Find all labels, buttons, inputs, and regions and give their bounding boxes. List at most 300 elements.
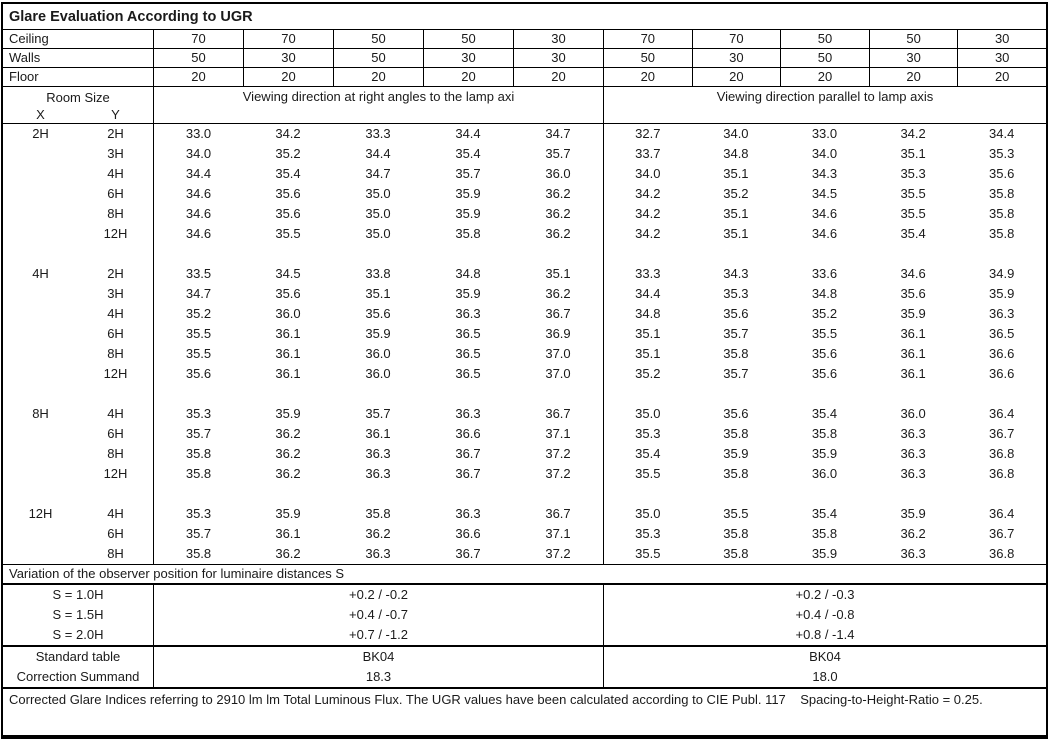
ugr-value: 35.8 [153, 544, 243, 564]
ugr-value: 35.8 [723, 546, 749, 561]
ugr-value: 34.6 [153, 204, 243, 224]
ugr-value: 36.2 [900, 526, 926, 541]
ugr-value: 35.6 [365, 306, 391, 321]
ugr-value: 35.5 [153, 324, 243, 344]
room-y-label: 12H [103, 226, 128, 241]
room-x-label [3, 544, 78, 564]
room-y-label: 2H [107, 126, 124, 141]
summary-row [3, 667, 1046, 687]
room-x-label: 8H [32, 406, 49, 421]
ugr-value: 34.0 [603, 164, 692, 184]
ugr-value: 36.1 [275, 346, 301, 361]
ugr-value: 37.2 [545, 546, 571, 561]
room-x-label [3, 524, 78, 544]
value-group1: BK04 [153, 647, 603, 667]
variation-section [3, 585, 1046, 647]
ugr-value: 35.6 [900, 286, 926, 301]
ugr-data-row [3, 284, 1046, 304]
table-header-row [3, 87, 1046, 124]
ugr-value [692, 484, 781, 504]
room-x-label: 4H [32, 266, 49, 281]
ugr-value: 35.7 [153, 524, 243, 544]
ugr-value: 36.2 [545, 206, 571, 221]
surface-value: 30 [423, 49, 513, 67]
ugr-value: 34.0 [723, 126, 749, 141]
ugr-value: 34.4 [603, 284, 692, 304]
ugr-value: 36.6 [989, 346, 1015, 361]
surface-value: 30 [957, 30, 1046, 48]
room-y-label [78, 384, 153, 404]
ugr-data-row [3, 344, 1046, 364]
ugr-value: 35.5 [153, 344, 243, 364]
ugr-value: 35.0 [365, 206, 391, 221]
surface-value: 30 [513, 49, 603, 67]
room-y-label: 6H [107, 186, 124, 201]
room-y-label [78, 484, 153, 504]
ugr-value: 33.5 [153, 264, 243, 284]
ugr-value: 34.6 [811, 206, 838, 221]
ugr-value [869, 484, 958, 504]
room-x-label [3, 284, 78, 304]
ugr-data-row [3, 144, 1046, 164]
ugr-value: 35.2 [275, 146, 301, 161]
room-y-label: 8H [107, 546, 124, 561]
room-y-label: 2H [107, 266, 124, 281]
ugr-value: 36.2 [275, 466, 301, 481]
ugr-value: 35.5 [603, 544, 692, 564]
ugr-data-row [3, 304, 1046, 324]
ugr-value: 35.6 [723, 306, 749, 321]
ugr-value: 36.3 [365, 546, 391, 561]
ugr-value: 35.8 [723, 466, 749, 481]
ugr-value: 35.1 [900, 146, 926, 161]
ugr-value [153, 384, 243, 404]
room-x-label [3, 464, 78, 484]
ugr-value: 36.3 [365, 466, 391, 481]
ugr-value: 36.0 [545, 166, 571, 181]
room-y-label: 3H [107, 146, 124, 161]
ugr-value [513, 384, 603, 404]
ugr-data-row [3, 224, 1046, 244]
viewing-right-angles-header: Viewing direction at right angles to the lamp axi [153, 87, 603, 123]
room-x-label [3, 144, 78, 164]
ugr-value: 33.6 [811, 266, 838, 281]
ugr-value: 34.2 [603, 204, 692, 224]
room-y-label: 6H [107, 426, 124, 441]
ugr-value: 36.7 [989, 426, 1015, 441]
ugr-value: 35.8 [723, 426, 749, 441]
surface-value: 50 [153, 49, 243, 67]
ugr-value: 35.2 [723, 186, 749, 201]
ugr-value: 34.8 [723, 146, 749, 161]
ugr-value: 36.7 [455, 446, 481, 461]
ugr-value: 35.6 [275, 186, 301, 201]
ugr-value: 35.1 [723, 226, 749, 241]
ugr-value: 36.7 [545, 506, 571, 521]
room-x-label [3, 364, 78, 384]
ugr-value: 36.2 [275, 426, 301, 441]
ugr-value: 34.3 [723, 266, 749, 281]
ugr-value: 33.0 [153, 124, 243, 144]
ugr-value: 36.1 [900, 326, 926, 341]
ugr-value: 37.0 [545, 366, 571, 381]
ugr-value: 34.8 [455, 266, 481, 281]
ugr-value [243, 484, 333, 504]
ugr-value [780, 484, 869, 504]
summary-row [3, 585, 1046, 605]
surface-value: 20 [333, 68, 423, 86]
ugr-value: 36.8 [989, 546, 1015, 561]
ugr-value: 36.4 [989, 406, 1015, 421]
ugr-value: 33.3 [365, 126, 391, 141]
surface-label: Floor [9, 69, 39, 84]
ugr-value: 35.8 [989, 206, 1015, 221]
value-group2: BK04 [603, 647, 1046, 667]
ugr-data-row [3, 244, 1046, 264]
room-y-label: 3H [107, 286, 124, 301]
surface-label: Ceiling [9, 31, 49, 46]
surface-value: 20 [780, 68, 869, 86]
ugr-value: 34.7 [153, 284, 243, 304]
ugr-value: 35.8 [811, 526, 838, 541]
ugr-value: 36.7 [545, 406, 571, 421]
value-group1: +0.7 / -1.2 [153, 625, 603, 645]
ugr-value: 35.0 [603, 404, 692, 424]
ugr-value: 35.1 [603, 344, 692, 364]
ugr-value: 35.6 [723, 406, 749, 421]
summary-row [3, 647, 1046, 667]
ugr-value: 35.4 [455, 146, 481, 161]
surface-label: Walls [9, 50, 41, 65]
ugr-value: 36.7 [455, 466, 481, 481]
ugr-value: 35.9 [455, 286, 481, 301]
ugr-value: 35.9 [900, 506, 926, 521]
ugr-value: 35.3 [153, 404, 243, 424]
surface-value: 70 [153, 30, 243, 48]
room-x-label [3, 384, 78, 404]
ugr-value: 34.8 [603, 304, 692, 324]
ugr-value: 35.9 [275, 506, 301, 521]
ugr-table [1, 2, 1048, 739]
ugr-value: 36.2 [275, 446, 301, 461]
ugr-value: 36.3 [455, 506, 481, 521]
room-x-label [3, 224, 78, 244]
value-group2: +0.8 / -1.4 [603, 625, 1046, 645]
surface-value: 30 [243, 49, 333, 67]
ugr-value: 35.3 [153, 504, 243, 524]
ugr-value: 34.6 [153, 184, 243, 204]
surface-value: 50 [423, 30, 513, 48]
row-label: S = 1.0H [52, 587, 104, 602]
room-y-label: 4H [107, 306, 124, 321]
ugr-data-row [3, 504, 1046, 524]
ugr-value: 35.5 [603, 464, 692, 484]
room-x-label [3, 444, 78, 464]
ugr-value: 36.2 [545, 226, 571, 241]
ugr-value: 35.7 [455, 166, 481, 181]
ugr-data-row [3, 524, 1046, 544]
room-y-label: 12H [103, 466, 128, 481]
surface-row [3, 68, 1046, 87]
ugr-value: 35.8 [811, 426, 838, 441]
ugr-value: 36.0 [811, 466, 838, 481]
ugr-value: 34.7 [545, 126, 571, 141]
ugr-value: 36.2 [545, 186, 571, 201]
ugr-value: 35.9 [900, 306, 926, 321]
room-x-label [3, 164, 78, 184]
ugr-value: 35.8 [455, 226, 481, 241]
ugr-value: 35.8 [723, 346, 749, 361]
ugr-value: 35.3 [900, 166, 926, 181]
ugr-value: 35.9 [365, 326, 391, 341]
surface-value: 50 [333, 49, 423, 67]
ugr-value: 36.3 [900, 546, 926, 561]
surface-value: 20 [603, 68, 692, 86]
ugr-value: 35.6 [275, 206, 301, 221]
ugr-value: 33.8 [365, 266, 391, 281]
ugr-value: 36.5 [455, 366, 481, 381]
ugr-value: 36.8 [989, 446, 1015, 461]
room-x-label [3, 204, 78, 224]
ugr-data-row [3, 184, 1046, 204]
ugr-value: 35.7 [723, 326, 749, 341]
ugr-value [780, 384, 869, 404]
viewing-parallel-header: Viewing direction parallel to lamp axis [603, 87, 1046, 123]
surface-value: 20 [153, 68, 243, 86]
ugr-value: 35.7 [545, 146, 571, 161]
variation-heading: Variation of the observer position for luminaire distances S [3, 565, 1046, 585]
ugr-value: 35.8 [723, 526, 749, 541]
room-y-label: 6H [107, 326, 124, 341]
surface-value: 20 [869, 68, 958, 86]
ugr-value [869, 244, 958, 264]
ugr-value: 37.2 [545, 446, 571, 461]
ugr-data-row [3, 204, 1046, 224]
room-y-label: 8H [107, 446, 124, 461]
ugr-value: 36.0 [900, 406, 926, 421]
ugr-value: 35.9 [455, 206, 481, 221]
ugr-value: 35.9 [275, 406, 301, 421]
ugr-value [957, 484, 1046, 504]
value-group2: 18.0 [603, 667, 1046, 687]
ugr-value: 35.4 [900, 226, 926, 241]
room-x-label [3, 244, 78, 264]
row-label: Standard table [35, 649, 121, 664]
ugr-value: 35.2 [603, 364, 692, 384]
ugr-value: 34.4 [455, 126, 481, 141]
value-group1: 18.3 [153, 667, 603, 687]
ugr-value: 36.1 [900, 346, 926, 361]
ugr-value: 35.7 [153, 424, 243, 444]
ugr-value [603, 244, 692, 264]
ugr-value [603, 484, 692, 504]
surface-value: 30 [869, 49, 958, 67]
ugr-value: 36.6 [989, 366, 1015, 381]
surface-reflectance-section [3, 30, 1046, 87]
ugr-value: 36.7 [455, 546, 481, 561]
ugr-value: 36.1 [275, 526, 301, 541]
ugr-value: 35.5 [723, 506, 749, 521]
ugr-value [333, 484, 423, 504]
ugr-value: 34.9 [989, 266, 1015, 281]
ugr-value: 33.7 [603, 144, 692, 164]
summary-row [3, 605, 1046, 625]
summary-section [3, 647, 1046, 689]
ugr-value: 35.5 [900, 206, 926, 221]
ugr-data-row [3, 364, 1046, 384]
ugr-value: 35.5 [900, 186, 926, 201]
ugr-value: 34.4 [989, 126, 1015, 141]
surface-value: 20 [423, 68, 513, 86]
room-y-label: 8H [107, 206, 124, 221]
ugr-data-row [3, 424, 1046, 444]
value-group2: +0.4 / -0.8 [603, 605, 1046, 625]
ugr-value: 35.9 [723, 446, 749, 461]
room-y-label: 8H [107, 346, 124, 361]
room-y-label [78, 244, 153, 264]
ugr-value: 35.1 [723, 206, 749, 221]
ugr-value: 37.1 [545, 526, 571, 541]
ugr-value: 34.5 [275, 266, 301, 281]
ugr-value: 36.3 [900, 446, 926, 461]
ugr-data-row [3, 264, 1046, 284]
ugr-value: 35.8 [153, 444, 243, 464]
summary-row [3, 625, 1046, 645]
room-y-label: 6H [107, 526, 124, 541]
ugr-data-row [3, 464, 1046, 484]
ugr-value: 34.5 [811, 186, 838, 201]
ugr-value: 34.0 [811, 146, 838, 161]
room-x-label: 2H [32, 126, 49, 141]
ugr-value: 36.3 [900, 466, 926, 481]
ugr-value [513, 244, 603, 264]
ugr-value: 37.0 [545, 346, 571, 361]
ugr-value: 36.3 [455, 406, 481, 421]
ugr-value: 36.6 [455, 426, 481, 441]
ugr-data-row [3, 384, 1046, 404]
ugr-data-row [3, 404, 1046, 424]
value-group2: +0.2 / -0.3 [603, 585, 1046, 605]
ugr-value: 33.0 [811, 126, 838, 141]
ugr-value: 35.4 [603, 444, 692, 464]
surface-value: 50 [780, 49, 869, 67]
surface-row [3, 30, 1046, 49]
surface-value: 20 [513, 68, 603, 86]
surface-value: 50 [333, 30, 423, 48]
ugr-value [513, 484, 603, 504]
ugr-value: 33.3 [603, 264, 692, 284]
room-x-label [3, 484, 78, 504]
ugr-value: 36.7 [545, 306, 571, 321]
ugr-value: 36.5 [989, 326, 1015, 341]
ugr-value: 36.2 [275, 546, 301, 561]
ugr-value: 35.8 [153, 464, 243, 484]
ugr-value [333, 384, 423, 404]
ugr-data-row [3, 444, 1046, 464]
ugr-value: 36.0 [365, 366, 391, 381]
row-label: S = 1.5H [52, 607, 104, 622]
ugr-value: 35.2 [153, 304, 243, 324]
surface-value: 30 [692, 49, 781, 67]
ugr-value: 35.5 [275, 226, 301, 241]
ugr-value: 36.0 [365, 346, 391, 361]
ugr-value [423, 244, 513, 264]
room-size-label: Room Size [46, 90, 110, 105]
ugr-value: 36.5 [455, 326, 481, 341]
ugr-value: 36.3 [365, 446, 391, 461]
ugr-value: 36.3 [900, 426, 926, 441]
value-group1: +0.4 / -0.7 [153, 605, 603, 625]
ugr-value: 36.6 [455, 526, 481, 541]
ugr-value: 35.9 [811, 546, 838, 561]
ugr-value: 35.4 [811, 406, 838, 421]
surface-value: 30 [957, 49, 1046, 67]
ugr-data-row [3, 544, 1046, 564]
ugr-value: 35.1 [545, 266, 571, 281]
ugr-data-row [3, 124, 1046, 144]
room-y-label: 4H [107, 406, 124, 421]
ugr-value: 35.7 [723, 366, 749, 381]
ugr-value: 35.9 [989, 286, 1015, 301]
room-y-label: 12H [103, 366, 128, 381]
ugr-value: 36.5 [455, 346, 481, 361]
ugr-value: 35.1 [723, 166, 749, 181]
ugr-value [869, 384, 958, 404]
ugr-value: 35.0 [603, 504, 692, 524]
ugr-data-row [3, 324, 1046, 344]
ugr-value: 35.6 [153, 364, 243, 384]
ugr-value: 37.2 [545, 466, 571, 481]
surface-value: 30 [513, 30, 603, 48]
surface-value: 50 [780, 30, 869, 48]
ugr-value: 36.0 [275, 306, 301, 321]
ugr-value: 35.4 [275, 166, 301, 181]
ugr-value [153, 484, 243, 504]
room-y-label: 4H [107, 166, 124, 181]
surface-value: 20 [692, 68, 781, 86]
ugr-value: 35.0 [365, 186, 391, 201]
room-x-label [3, 184, 78, 204]
room-x-label [3, 324, 78, 344]
ugr-data-row [3, 164, 1046, 184]
ugr-value: 35.5 [811, 326, 838, 341]
room-x-label [3, 344, 78, 364]
ugr-value: 35.6 [275, 286, 301, 301]
surface-value: 50 [603, 49, 692, 67]
ugr-value: 35.3 [989, 146, 1015, 161]
ugr-value: 36.1 [365, 426, 391, 441]
room-y-label: 4H [107, 506, 124, 521]
ugr-value: 35.9 [455, 186, 481, 201]
ugr-value [423, 484, 513, 504]
surface-value: 20 [243, 68, 333, 86]
ugr-value [243, 384, 333, 404]
y-column-header: Y [111, 107, 120, 122]
value-group1: +0.2 / -0.2 [153, 585, 603, 605]
ugr-value: 35.1 [365, 286, 391, 301]
surface-row [3, 49, 1046, 68]
footer-note: Corrected Glare Indices referring to 2910 lm lm Total Luminous Flux. The UGR values have been calculated according to CIE Publ. 117 Spacing-to-Height-Ratio = 0.25. [9, 692, 983, 707]
ugr-value: 34.4 [365, 146, 391, 161]
ugr-value: 34.6 [811, 226, 838, 241]
ugr-value [780, 244, 869, 264]
surface-value: 20 [957, 68, 1046, 86]
ugr-value: 34.6 [153, 224, 243, 244]
ugr-value: 35.9 [811, 446, 838, 461]
ugr-value: 35.6 [989, 166, 1015, 181]
ugr-value: 35.3 [603, 424, 692, 444]
room-x-label: 12H [28, 506, 53, 521]
